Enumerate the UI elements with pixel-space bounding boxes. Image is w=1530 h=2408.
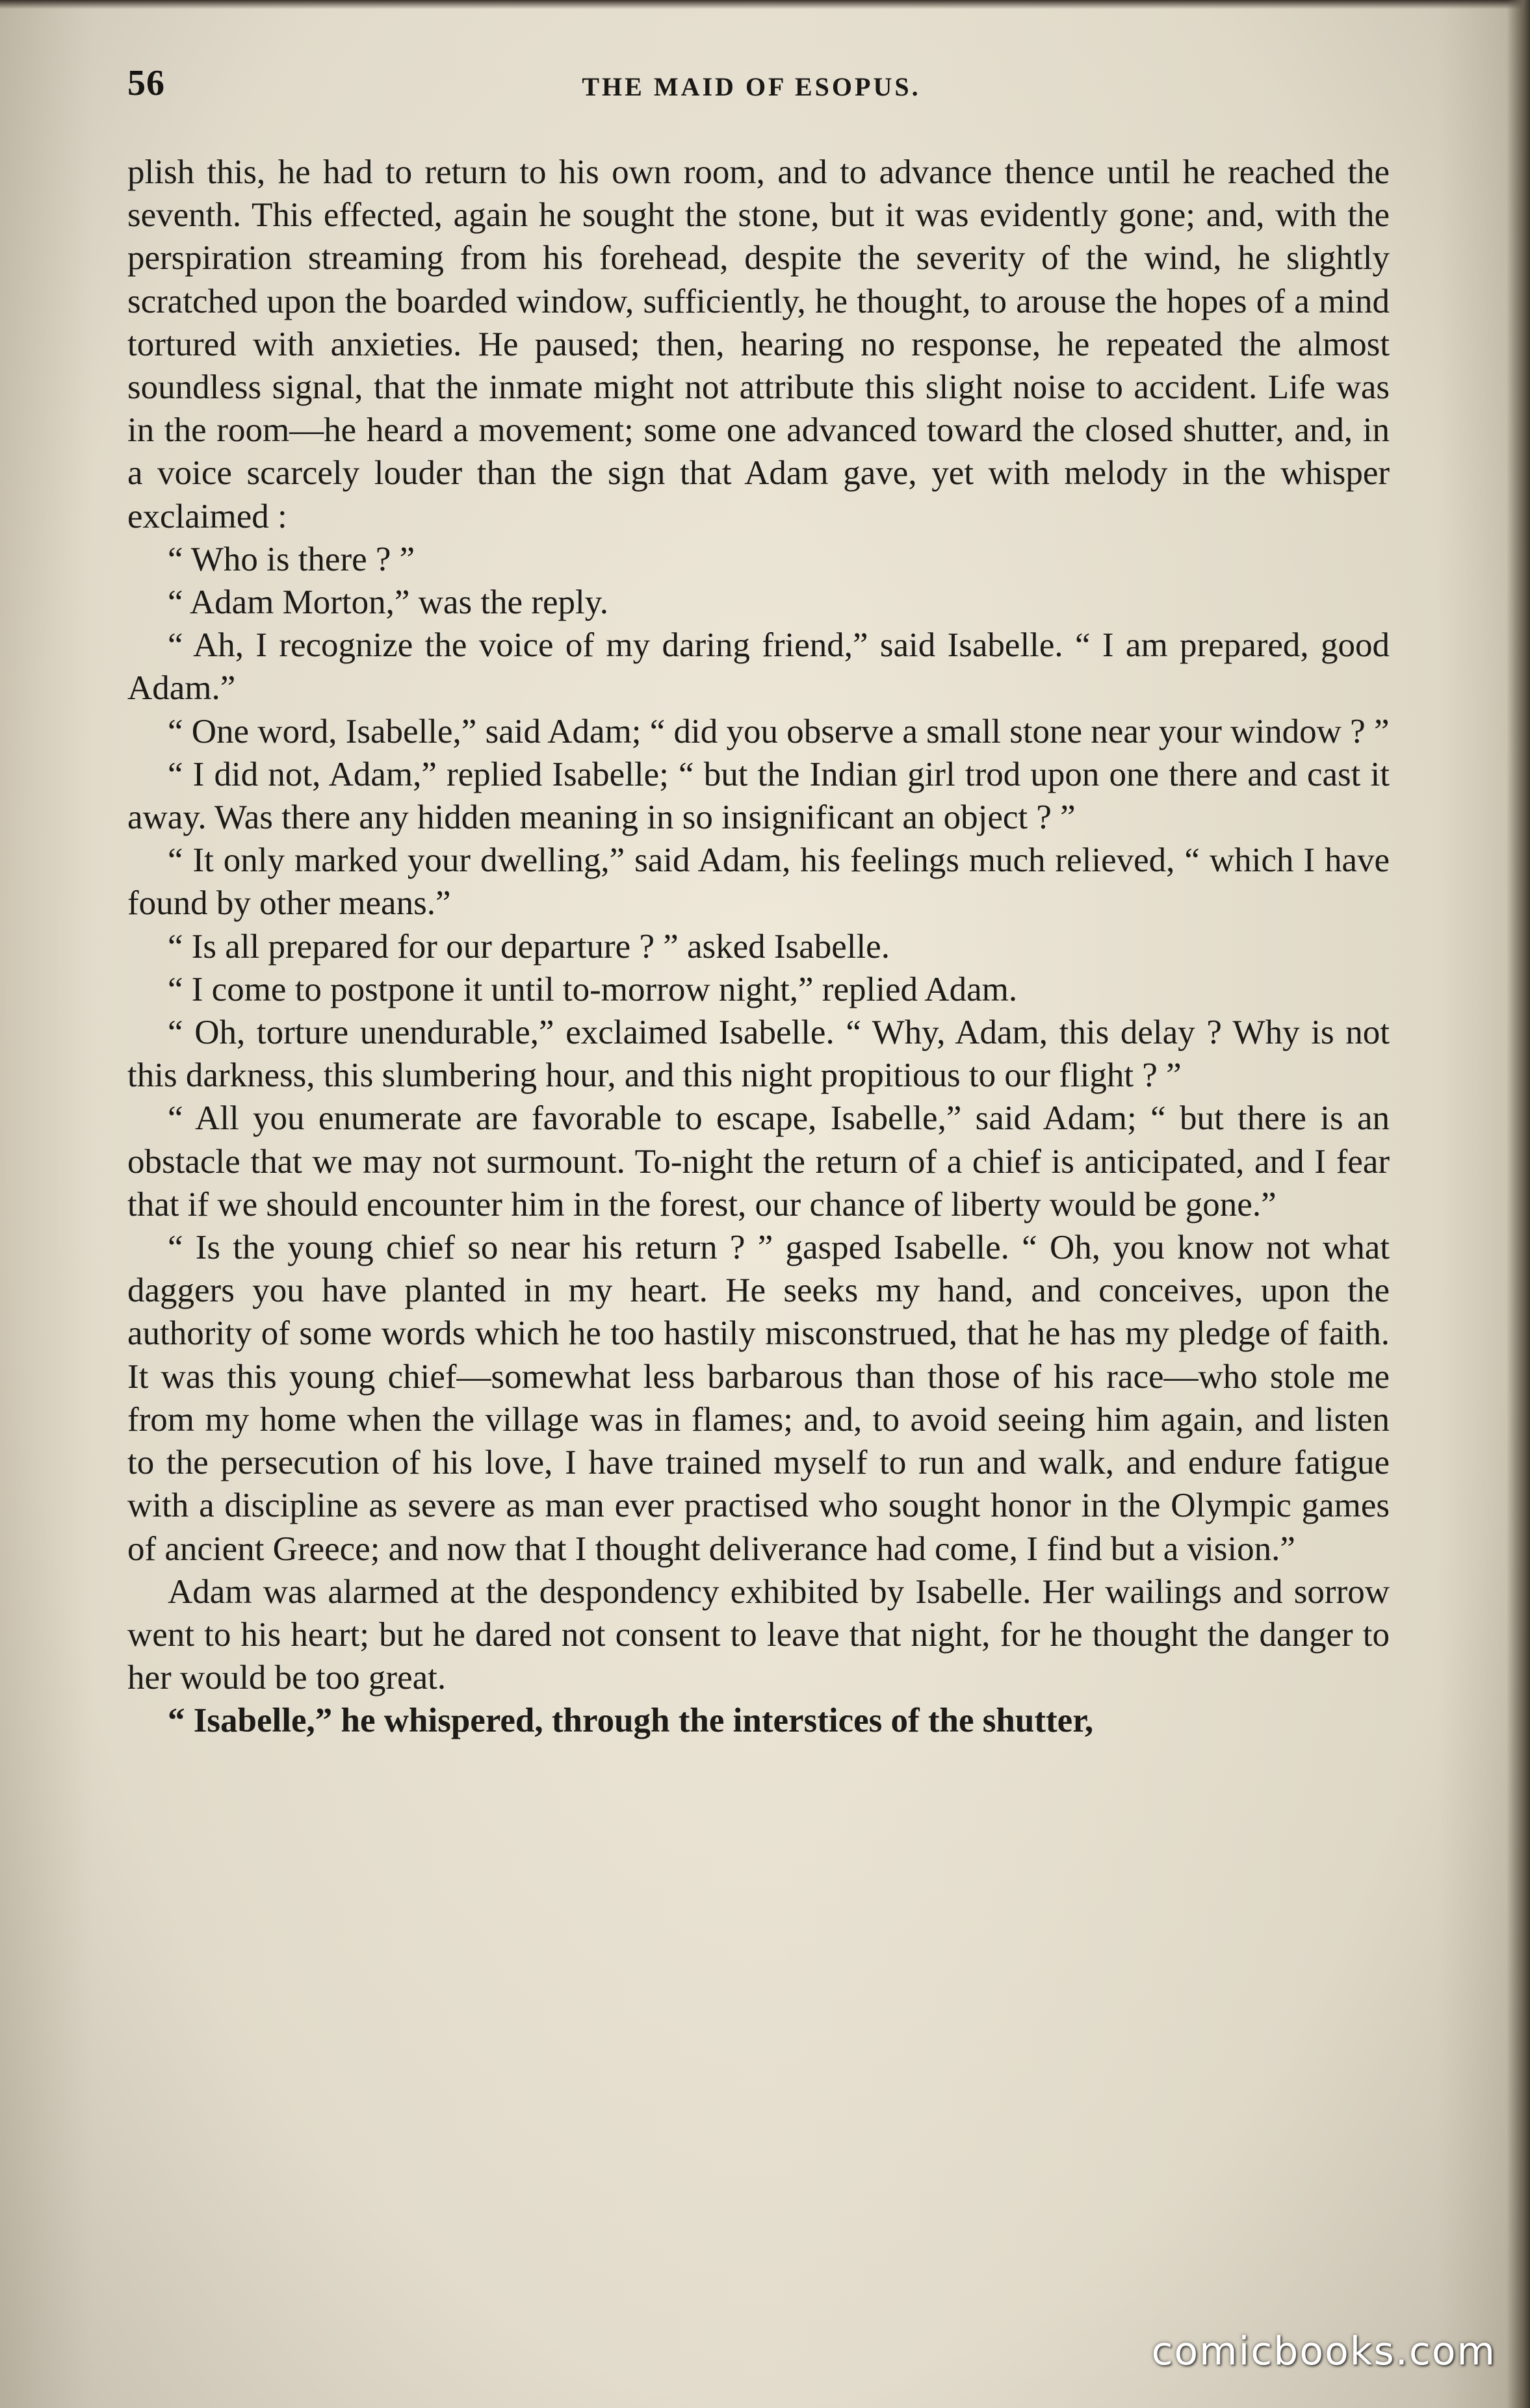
paragraph: “ I did not, Adam,” replied Isabelle; “ but the Indian girl trod upon one there and cast it away. Was there any hidden meaning in so insignificant an object ? ” [127, 755, 1390, 837]
page-number: 56 [127, 63, 165, 103]
body-text [127, 151, 1390, 1743]
paragraph: “ Adam Morton,” was the reply. [168, 583, 609, 622]
paragraph: “ It only marked your dwelling,” said Adam, his feelings much relieved, “ which I have found by other means.” [127, 841, 1390, 923]
site-watermark: comicbooks.com [1151, 2329, 1496, 2374]
scan-top-shadow [0, 0, 1530, 9]
paragraph: “ One word, Isabelle,” said Adam; “ did you observe a small stone near your window ? ” [168, 712, 1390, 750]
paragraph-continuation: plish this, he had to return to his own room, and to advance thence until he reached the seventh. This effected, again he sought the stone, but it was evidently gone; and, with the perspiration streaming from his forehead, despite the severity of the wind, he slightly scratched upon the boarded window, sufficiently, he thought, to arouse the hopes of a mind tortured with anxieties. He paused; then, hearing no response, he repeated the almost soundless signal, that the inmate might not attribute this slight noise to accident. Life was in the room—he heard a movement; some one advanced toward the closed shutter, and, in a voice scarcely louder than the sign that Adam gave, yet with melody in the whisper exclaimed : [127, 153, 1390, 535]
paragraph: “ Who is there ? ” [168, 540, 415, 578]
paragraph-final-line: “ Isabelle,” he whispered, through the interstices of the shutter, [168, 1702, 1094, 1740]
paragraph: Adam was alarmed at the despondency exhibited by Isabelle. Her wailings and sorrow went to his heart; but he dared not consent to leave that night, for he thought the danger to her would be too great. [127, 1572, 1390, 1697]
page-edge-shadow [1507, 0, 1530, 2408]
paragraph: “ Is the young chief so near his return ? ” gasped Isabelle. “ Oh, you know not what daggers you have planted in my heart. He seeks my hand, and conceives, upon the authority of some words which he too hastily misconstrued, that he has my pledge of faith. It was this young chief—somewhat less barbarous than those of his race—who stole me from my home when the village was in flames; and, to avoid seeing him again, and listen to the persecution of his love, I have trained myself to run and walk, and endure fatigue with a discipline as severe as man ever practised who sought honor in the Olympic games of ancient Greece; and now that I thought deliverance had come, I find but a vision.” [127, 1229, 1390, 1568]
running-head [127, 62, 1375, 108]
paragraph: “ I come to postpone it until to-morrow night,” replied Adam. [168, 970, 1018, 1008]
running-title: THE MAID OF ESOPUS. [582, 72, 921, 101]
paragraph: “ All you enumerate are favorable to escape, Isabelle,” said Adam; “ but there is an obstacle that we may not surmount. To-night the return of a chief is anticipated, and I fear that if we should encounter him in the forest, our chance of liberty would be gone.” [127, 1099, 1390, 1223]
paragraph: “ Is all prepared for our departure ? ” asked Isabelle. [168, 927, 890, 966]
paragraph: “ Oh, torture unendurable,” exclaimed Isabelle. “ Why, Adam, this delay ? Why is not this darkness, this slumbering hour, and this night propitious to our flight ? ” [127, 1014, 1390, 1095]
paragraph: “ Ah, I recognize the voice of my daring friend,” said Isabelle. “ I am prepared, good Adam.” [127, 626, 1390, 708]
